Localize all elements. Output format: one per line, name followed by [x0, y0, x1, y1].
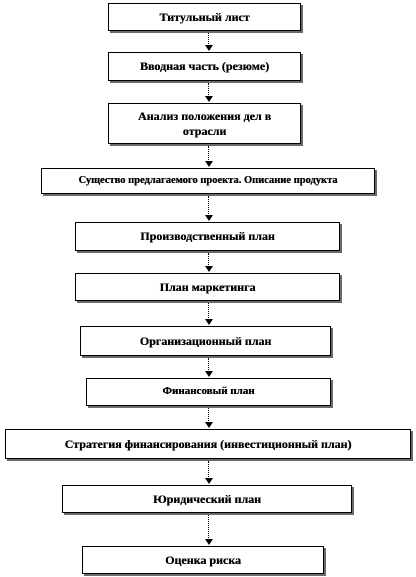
node-financing-strategy	[5, 429, 411, 459]
node-organizational-plan	[80, 326, 331, 356]
arrow-connector	[205, 358, 213, 377]
node-label: Вводная часть (резюме)	[139, 59, 270, 74]
node-project-essence	[41, 168, 375, 194]
arrowhead-icon	[205, 319, 213, 325]
node-industry-analysis	[108, 103, 301, 144]
arrowhead-icon	[205, 422, 213, 428]
node-label: Оценка риска	[165, 552, 241, 567]
node-label: Организационный план	[139, 333, 272, 348]
arrow-connector	[205, 196, 213, 221]
arrow-connector	[205, 83, 213, 102]
arrowhead-icon	[205, 539, 213, 545]
arrow-connector	[205, 515, 213, 545]
node-label: План маркетинга	[159, 279, 256, 294]
node-risk-assessment	[82, 546, 324, 574]
node-label: Анализ положения дел в отрасли	[137, 109, 272, 138]
node-financial-plan	[86, 378, 331, 406]
arrow-connector	[205, 303, 213, 325]
arrow-connector	[205, 33, 213, 51]
arrow-connector	[205, 461, 213, 484]
node-label: Титульный лист	[159, 9, 250, 24]
node-marketing-plan	[75, 273, 340, 301]
arrow-connector	[205, 146, 213, 167]
node-label: Существо предлагаемого проекта. Описание продукта	[78, 174, 338, 186]
arrowhead-icon	[205, 96, 213, 102]
arrowhead-icon	[205, 215, 213, 221]
arrowhead-icon	[205, 45, 213, 51]
node-label: Финансовый план	[162, 385, 255, 398]
node-label: Стратегия финансирования (инвестиционный план)	[64, 436, 352, 451]
node-title-page	[108, 3, 301, 31]
node-label: Производственный план	[140, 229, 275, 244]
arrowhead-icon	[205, 371, 213, 377]
node-legal-plan	[62, 485, 352, 513]
arrowhead-icon	[205, 478, 213, 484]
node-production-plan	[75, 222, 340, 251]
arrowhead-icon	[205, 266, 213, 272]
arrow-connector	[205, 253, 213, 272]
arrow-connector	[205, 408, 213, 428]
arrowhead-icon	[205, 161, 213, 167]
node-label: Юридический план	[153, 491, 261, 506]
node-introduction	[108, 52, 301, 81]
